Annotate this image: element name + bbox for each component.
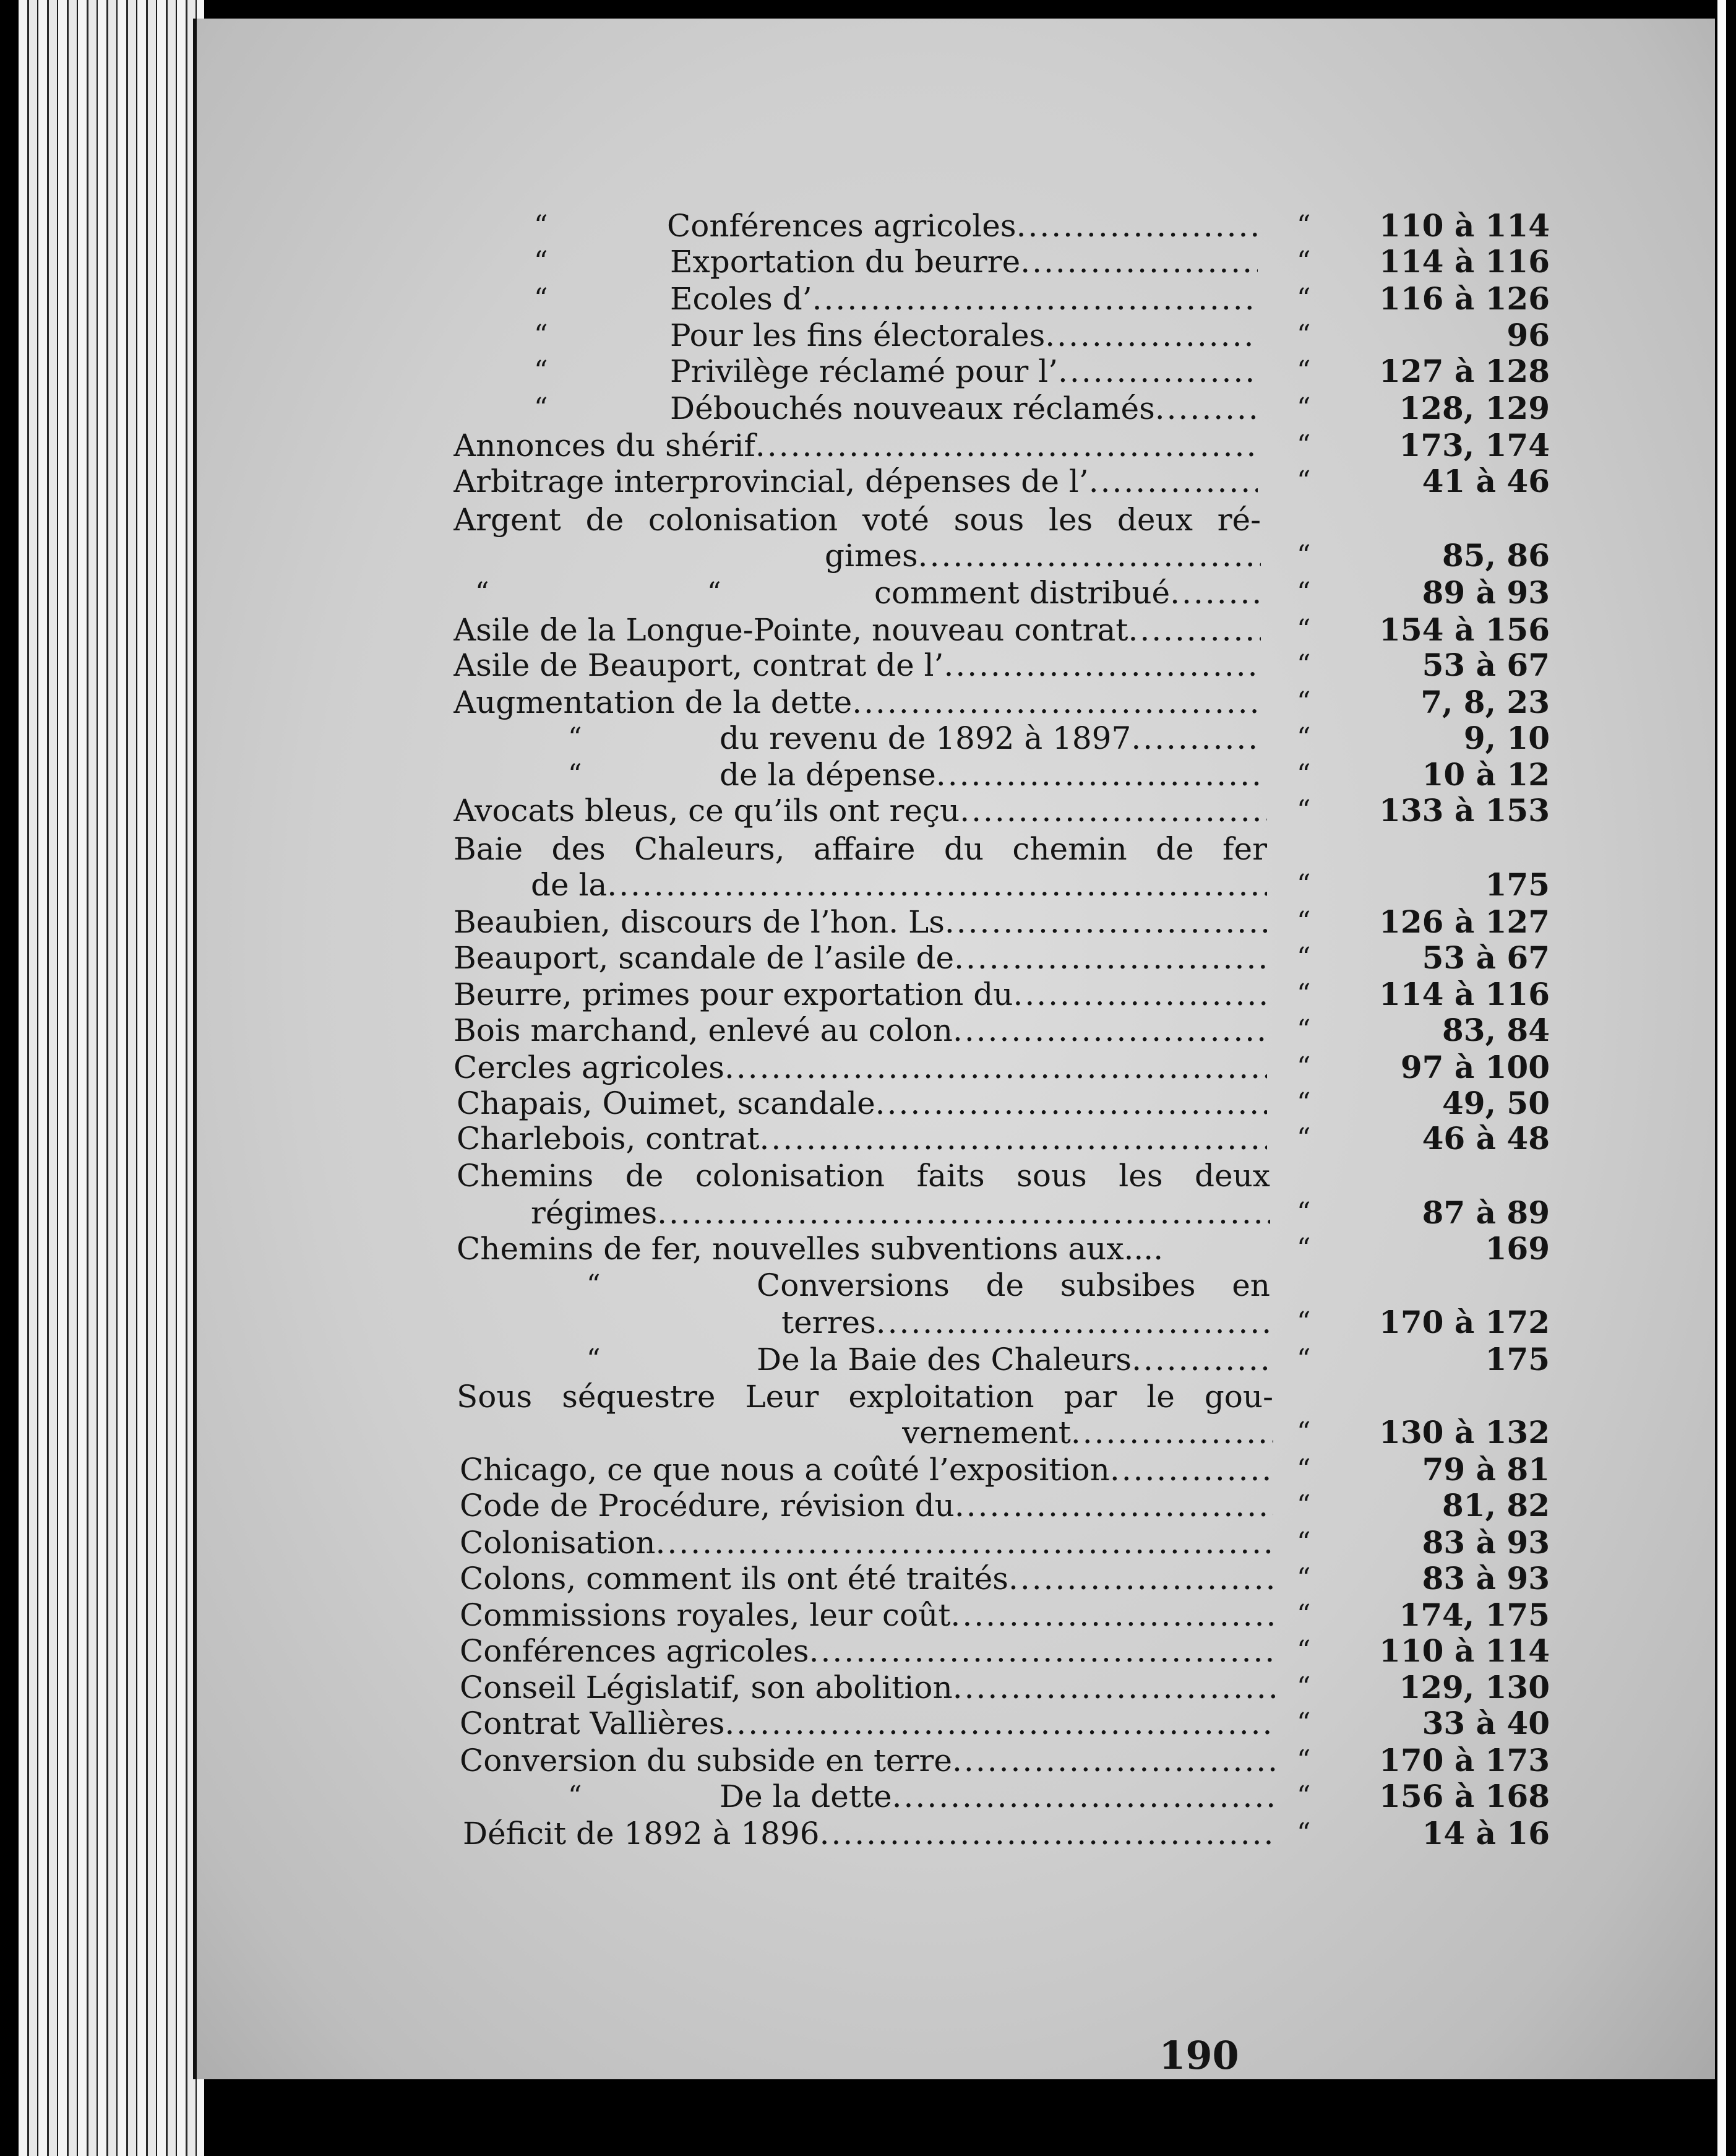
dot-leader <box>1071 1414 1273 1451</box>
ref-ditto-mark: “ <box>1297 577 1311 608</box>
index-entry <box>720 1778 1276 1815</box>
ref-ditto-mark: “ <box>1297 1818 1311 1849</box>
page-reference: 156 à 168 <box>1379 1778 1550 1814</box>
dot-leader <box>960 792 1267 829</box>
page-reference: 83 à 93 <box>1422 1560 1550 1597</box>
page-reference: 89 à 93 <box>1422 574 1550 611</box>
index-entry <box>902 1414 1273 1451</box>
entry-text: Asile de Beauport, contrat de l’ <box>453 647 944 683</box>
entry-text: Contrat Vallières <box>460 1705 725 1741</box>
ref-ditto-mark: “ <box>1297 1197 1311 1228</box>
ref-ditto-mark: “ <box>1297 906 1311 938</box>
ref-ditto-mark: “ <box>1297 210 1311 241</box>
index-entry <box>670 390 1258 427</box>
ditto-mark: “ <box>534 355 548 387</box>
ref-ditto-mark: “ <box>1297 1454 1311 1485</box>
entry-text: Ecoles d’ <box>670 281 812 317</box>
page-reference: 154 à 156 <box>1379 611 1550 648</box>
entry-text: du revenu de 1892 à 1897 <box>720 720 1132 756</box>
ref-ditto-mark: “ <box>1297 392 1311 424</box>
ditto-mark: “ <box>475 577 489 608</box>
entry-text: Argent de colonisation voté sous les deux ré- <box>453 502 1261 538</box>
dot-leader <box>892 1778 1276 1815</box>
ref-ditto-mark: “ <box>1297 283 1311 314</box>
ref-ditto-mark: “ <box>1297 1599 1311 1631</box>
entry-text: Sous séquestre Leur exploitation par le gou- <box>457 1379 1273 1415</box>
ditto-mark: “ <box>587 1269 601 1301</box>
page-reference: 87 à 89 <box>1422 1194 1550 1231</box>
index-entry <box>757 1267 1270 1304</box>
index-entry <box>463 1815 1276 1852</box>
index-entry <box>453 463 1258 500</box>
ref-ditto-mark: “ <box>1297 465 1311 497</box>
dot-leader <box>943 647 1261 684</box>
ref-ditto-mark: “ <box>1297 649 1311 681</box>
ref-ditto-mark: “ <box>1297 1490 1311 1521</box>
entry-text: Chemins de colonisation faits sous les deux <box>457 1158 1270 1194</box>
dot-leader <box>852 684 1261 721</box>
ref-ditto-mark: “ <box>1297 1744 1311 1776</box>
index-entry <box>453 1049 1267 1086</box>
index-entry <box>460 1597 1276 1634</box>
page-reference: 174, 175 <box>1399 1597 1550 1633</box>
entry-text: Chapais, Ouimet, scandale <box>457 1085 875 1121</box>
ref-ditto-mark: “ <box>1297 978 1311 1010</box>
page-reference: 133 à 153 <box>1379 792 1550 829</box>
index-entry <box>460 1705 1276 1742</box>
dot-leader <box>875 1085 1267 1122</box>
page-reference: 173, 174 <box>1399 427 1550 464</box>
index-entry <box>670 243 1258 280</box>
ref-ditto-mark: “ <box>1297 1343 1311 1375</box>
dot-leader <box>820 1815 1276 1852</box>
page-reference: 49, 50 <box>1442 1085 1550 1121</box>
ref-ditto-mark: “ <box>1297 1306 1311 1338</box>
dot-leader <box>656 1524 1273 1561</box>
page-reference: 110 à 114 <box>1379 207 1550 244</box>
ref-ditto-mark: “ <box>1297 1087 1311 1119</box>
entry-text: Commissions royales, leur coût <box>460 1597 951 1633</box>
page-reference: 79 à 81 <box>1422 1451 1550 1488</box>
ditto-mark: “ <box>587 1343 601 1375</box>
index-entry <box>460 1632 1276 1670</box>
entry-text: Augmentation de la dette <box>453 684 853 720</box>
dot-leader <box>1008 1560 1276 1597</box>
entry-text: comment distribué <box>874 575 1171 611</box>
page-reference: 170 à 172 <box>1379 1304 1550 1340</box>
index-entry <box>781 1304 1270 1341</box>
dot-leader <box>918 537 1261 574</box>
page-reference: 114 à 116 <box>1379 976 1550 1012</box>
page-reference: 83 à 93 <box>1422 1524 1550 1561</box>
index-entry <box>453 939 1267 977</box>
ref-ditto-mark: “ <box>1297 1707 1311 1739</box>
dot-leader <box>1132 1341 1270 1378</box>
index-entry <box>460 1669 1276 1706</box>
index-entry <box>453 684 1261 721</box>
ditto-mark: “ <box>568 759 582 790</box>
dot-leader <box>953 1669 1276 1706</box>
page-reference: 9, 10 <box>1463 720 1550 756</box>
page-reference: 129, 130 <box>1399 1669 1550 1705</box>
page-reference: 46 à 48 <box>1422 1120 1550 1157</box>
entry-text: Conversion du subside en terre <box>460 1743 953 1779</box>
index-entry <box>453 903 1267 941</box>
entry-text: Débouchés nouveaux réclamés <box>670 390 1155 426</box>
ditto-mark: “ <box>568 722 582 754</box>
entry-text: Exportation du beurre <box>670 244 1021 280</box>
page-reference: 175 <box>1485 1341 1550 1378</box>
dot-leader <box>657 1194 1270 1231</box>
book-page-edges <box>19 0 204 2156</box>
page-reference: 81, 82 <box>1442 1487 1550 1524</box>
page-reference: 14 à 16 <box>1422 1815 1550 1852</box>
index-entry <box>453 647 1261 684</box>
entry-text: Baie des Chaleurs, affaire du chemin de fer <box>453 831 1267 867</box>
index-entry <box>670 317 1258 354</box>
entry-text: régimes <box>531 1195 658 1231</box>
index-entry <box>453 976 1267 1013</box>
page-reference: 41 à 46 <box>1422 463 1550 499</box>
entry-text: Avocats bleus, ce qu’ils ont reçu <box>453 793 960 829</box>
index-entry <box>757 1341 1270 1378</box>
dot-leader <box>1020 243 1258 280</box>
entry-text: De la Baie des Chaleurs <box>757 1342 1132 1378</box>
entry-text: Code de Procédure, révision du <box>460 1488 955 1524</box>
ref-ditto-mark: “ <box>1297 1780 1311 1812</box>
index-entries <box>197 19 1715 2079</box>
index-entry <box>453 501 1261 538</box>
dot-leader <box>1013 976 1267 1013</box>
ditto-mark: “ <box>534 319 548 351</box>
page-reference: 114 à 116 <box>1379 243 1550 280</box>
dot-leader <box>1089 463 1258 500</box>
entry-text: de la dépense <box>720 757 936 793</box>
dot-leader <box>1016 207 1258 244</box>
entry-text: Colons, comment ils ont été traités <box>460 1561 1008 1597</box>
index-entry <box>453 427 1258 464</box>
entry-text: de la <box>531 867 608 903</box>
index-entry <box>457 1378 1273 1415</box>
scan-border <box>1717 0 1726 2156</box>
dot-leader <box>876 1304 1270 1341</box>
entry-text: Colonisation <box>460 1525 656 1561</box>
entry-text: terres <box>781 1304 876 1340</box>
index-entry <box>457 1157 1270 1194</box>
dot-leader <box>945 903 1267 941</box>
dot-leader <box>812 280 1258 317</box>
ref-ditto-mark: “ <box>1297 759 1311 790</box>
page-reference: 96 <box>1506 317 1550 353</box>
index-entry <box>453 792 1267 829</box>
entry-text: Pour les fins électorales <box>670 317 1046 353</box>
ref-ditto-mark: “ <box>1297 246 1311 277</box>
ref-ditto-mark: “ <box>1297 795 1311 826</box>
entry-text: Conférences agricoles <box>460 1633 809 1669</box>
index-entry <box>670 280 1258 317</box>
entry-text: Charlebois, contrat <box>457 1121 760 1157</box>
dot-leader <box>809 1632 1276 1670</box>
index-entry <box>457 1120 1267 1157</box>
entry-text: Asile de la Longue-Pointe, nouveau contrat <box>453 612 1128 648</box>
dot-leader <box>1110 1451 1273 1488</box>
ditto-mark: “ <box>534 283 548 314</box>
index-entry <box>825 537 1261 574</box>
page-reference: 127 à 128 <box>1379 353 1550 389</box>
dot-leader <box>755 427 1258 464</box>
page-reference: 110 à 114 <box>1379 1632 1550 1669</box>
page-reference: 85, 86 <box>1442 537 1550 574</box>
page-reference: 130 à 132 <box>1379 1414 1550 1451</box>
dot-leader <box>1170 574 1261 611</box>
dot-leader <box>724 1049 1267 1086</box>
dot-leader <box>760 1120 1267 1157</box>
index-entry <box>457 1085 1267 1122</box>
dot-leader <box>952 1742 1276 1779</box>
index-entry <box>457 1230 1270 1267</box>
index-page <box>193 19 1715 2079</box>
entry-text: Cercles agricoles <box>453 1050 724 1085</box>
index-entry <box>531 866 1267 903</box>
ref-ditto-mark: “ <box>1297 355 1311 387</box>
dot-leader <box>953 1012 1267 1049</box>
ref-ditto-mark: “ <box>1297 722 1311 754</box>
page-reference: 116 à 126 <box>1379 280 1550 317</box>
ref-ditto-mark: “ <box>1297 686 1311 718</box>
dot-leader <box>1045 317 1258 354</box>
page-reference: 53 à 67 <box>1422 647 1550 683</box>
page-reference: 128, 129 <box>1399 390 1550 426</box>
index-entry <box>460 1742 1276 1779</box>
index-entry <box>460 1487 1273 1524</box>
index-entry <box>720 756 1261 793</box>
entry-text: Chicago, ce que nous a coûté l’exposition <box>460 1452 1110 1488</box>
page-reference: 10 à 12 <box>1422 756 1550 793</box>
index-entry <box>460 1451 1273 1488</box>
dot-leader <box>1155 390 1258 427</box>
index-entry <box>460 1524 1273 1561</box>
entry-text: Beaubien, discours de l’hon. Ls <box>453 904 945 940</box>
page-number: 190 <box>1159 2033 1239 2078</box>
entry-text: Beurre, primes pour exportation du <box>453 977 1013 1012</box>
dot-leader <box>936 756 1261 793</box>
entry-text: Bois marchand, enlevé au colon <box>453 1012 953 1048</box>
ref-ditto-mark: “ <box>1297 1014 1311 1046</box>
page-reference: 169 <box>1485 1230 1550 1267</box>
ref-ditto-mark: “ <box>1297 1563 1311 1594</box>
ref-ditto-mark: “ <box>1297 429 1311 461</box>
entry-text: Annonces du shérif <box>453 428 755 464</box>
ditto-mark: “ <box>534 246 548 277</box>
dot-leader <box>1131 720 1261 757</box>
page-reference: 83, 84 <box>1442 1012 1550 1048</box>
page-reference: 53 à 67 <box>1422 939 1550 976</box>
page-reference: 175 <box>1485 866 1550 903</box>
ditto-mark: “ <box>568 1780 582 1812</box>
ref-ditto-mark: “ <box>1297 942 1311 973</box>
dot-leader <box>950 1597 1276 1634</box>
ref-ditto-mark: “ <box>1297 614 1311 645</box>
dot-leader <box>724 1705 1276 1742</box>
index-entry <box>531 1194 1270 1231</box>
ref-ditto-mark: “ <box>1297 319 1311 351</box>
dot-leader <box>607 866 1267 903</box>
ditto-mark: “ <box>707 577 721 608</box>
index-entry <box>720 720 1261 757</box>
entry-text: Conférences agricoles <box>667 208 1016 244</box>
entry-text: Conversions de subsibes en <box>757 1267 1270 1303</box>
dot-leader <box>1128 611 1261 649</box>
index-entry <box>667 207 1258 244</box>
ref-ditto-mark: “ <box>1297 1123 1311 1154</box>
ref-ditto-mark: “ <box>1297 1051 1311 1083</box>
page-reference: 97 à 100 <box>1400 1049 1550 1085</box>
ditto-mark: “ <box>534 210 548 241</box>
ref-ditto-mark: “ <box>1297 1635 1311 1667</box>
entry-text: Conseil Législatif, son abolition <box>460 1670 953 1705</box>
entry-text: Déficit de 1892 à 1896 <box>463 1816 820 1852</box>
entry-text: Beauport, scandale de l’asile de <box>453 940 955 976</box>
ref-ditto-mark: “ <box>1297 1416 1311 1448</box>
page-reference: 170 à 173 <box>1379 1742 1550 1779</box>
ref-ditto-mark: “ <box>1297 869 1311 900</box>
ditto-mark: “ <box>534 392 548 424</box>
index-entry <box>874 574 1261 611</box>
index-entry <box>670 353 1258 390</box>
ref-ditto-mark: “ <box>1297 1233 1311 1264</box>
entry-text: Chemins de fer, nouvelles subventions aux.... <box>457 1231 1164 1267</box>
page-reference: 126 à 127 <box>1379 903 1550 940</box>
dot-leader <box>954 939 1267 977</box>
entry-text: vernement <box>902 1415 1071 1451</box>
entry-text: gimes <box>825 538 918 574</box>
page-reference: 7, 8, 23 <box>1420 684 1550 720</box>
index-entry <box>453 1012 1267 1049</box>
page-reference: 33 à 40 <box>1422 1705 1550 1741</box>
dot-leader <box>1058 353 1258 390</box>
entry-text: Privilège réclamé pour l’ <box>670 353 1059 389</box>
entry-text: De la dette <box>720 1779 892 1814</box>
dot-leader <box>955 1487 1273 1524</box>
entry-text: Arbitrage interprovincial, dépenses de l’ <box>453 464 1089 499</box>
index-entry <box>453 830 1267 868</box>
ref-ditto-mark: “ <box>1297 1527 1311 1558</box>
ref-ditto-mark: “ <box>1297 1671 1311 1703</box>
index-entry <box>460 1560 1276 1597</box>
index-entry <box>453 611 1261 649</box>
ref-ditto-mark: “ <box>1297 540 1311 571</box>
